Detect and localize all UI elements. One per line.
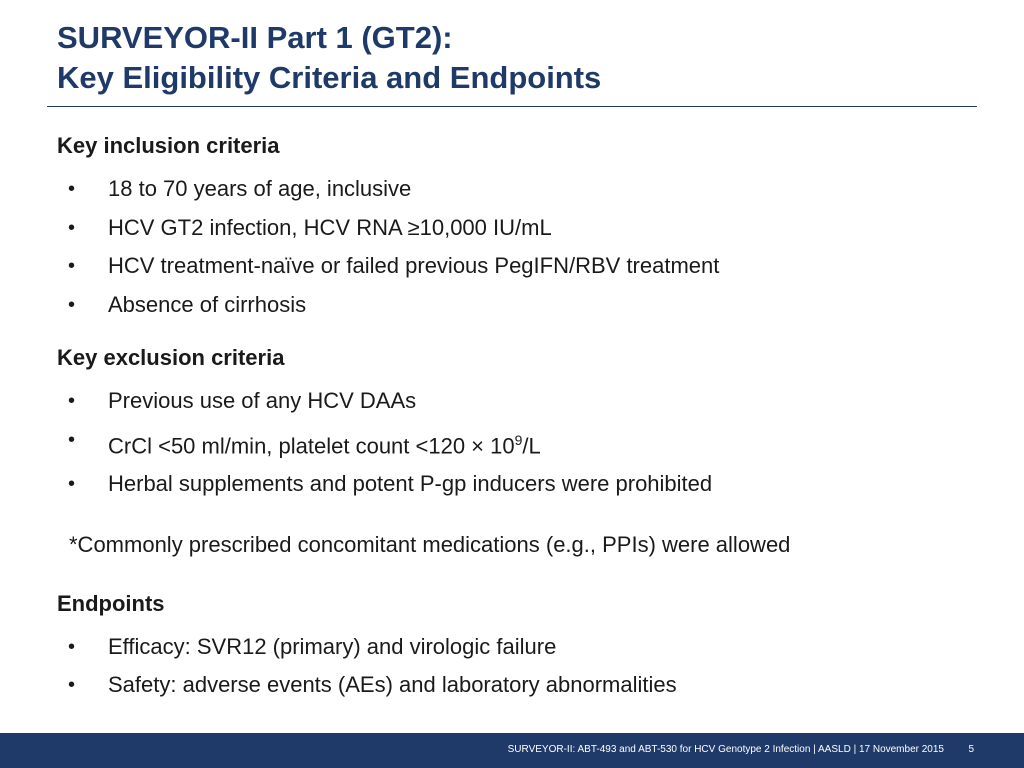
slide-body [57,128,987,705]
bullet-icon: • [68,293,76,316]
inclusion-heading: Key inclusion criteria [57,133,280,158]
list-item-text: Efficacy: SVR12 (primary) and virologic failure [108,633,557,659]
list-item-text: Herbal supplements and potent P-gp inducers were prohibited [108,471,713,497]
inclusion-list [57,170,987,324]
page-number: 5 [968,744,974,755]
slide-title [57,18,977,98]
crcl-unit: /L [522,432,541,458]
list-item [57,421,987,466]
bullet-icon: • [68,635,76,658]
crcl-text: CrCl <50 ml/min, platelet count <120 × 10 [108,432,515,458]
footer-citation: SURVEYOR-II: ABT-493 and ABT-530 for HCV Genotype 2 Infection | AASLD | 17 November 2015 [507,744,944,755]
slide-title-line-1: SURVEYOR-II Part 1 (GT2): [57,20,453,55]
footer-bar [0,733,1024,768]
endpoints-list [57,628,987,705]
bullet-icon: • [68,216,76,239]
slide-title-line-2: Key Eligibility Criteria and Endpoints [57,60,602,95]
bullet-icon: • [68,390,76,412]
list-item-text: Absence of cirrhosis [108,291,307,317]
bullet-icon: • [68,674,76,697]
title-divider [47,106,977,107]
list-item-text: HCV GT2 infection, HCV RNA ≥10,000 IU/mL [108,214,552,240]
crcl-exponent: 9 [514,431,523,448]
list-item [57,286,987,325]
list-item [57,170,987,209]
bullet-icon: • [68,428,76,451]
bullet-icon: • [68,255,76,277]
bullet-icon: • [68,178,76,200]
list-item [57,666,987,705]
list-item-text: Previous use of any HCV DAAs [108,388,417,413]
list-item [57,465,987,504]
list-item [57,628,987,667]
exclusion-list [57,382,987,504]
list-item-text: Safety: adverse events (AEs) and laboratory abnormalities [108,672,677,698]
list-item-text: HCV treatment-naïve or failed previous PegIFN/RBV treatment [108,253,720,278]
list-item-text: 18 to 70 years of age, inclusive [108,176,412,201]
concomitant-note: *Commonly prescribed concomitant medications (e.g., PPIs) were allowed [69,531,791,557]
endpoints-heading: Endpoints [57,590,165,616]
exclusion-heading: Key exclusion criteria [57,345,285,370]
bullet-icon: • [68,473,76,496]
list-item [57,247,987,286]
list-item [57,209,987,248]
list-item [57,382,987,421]
